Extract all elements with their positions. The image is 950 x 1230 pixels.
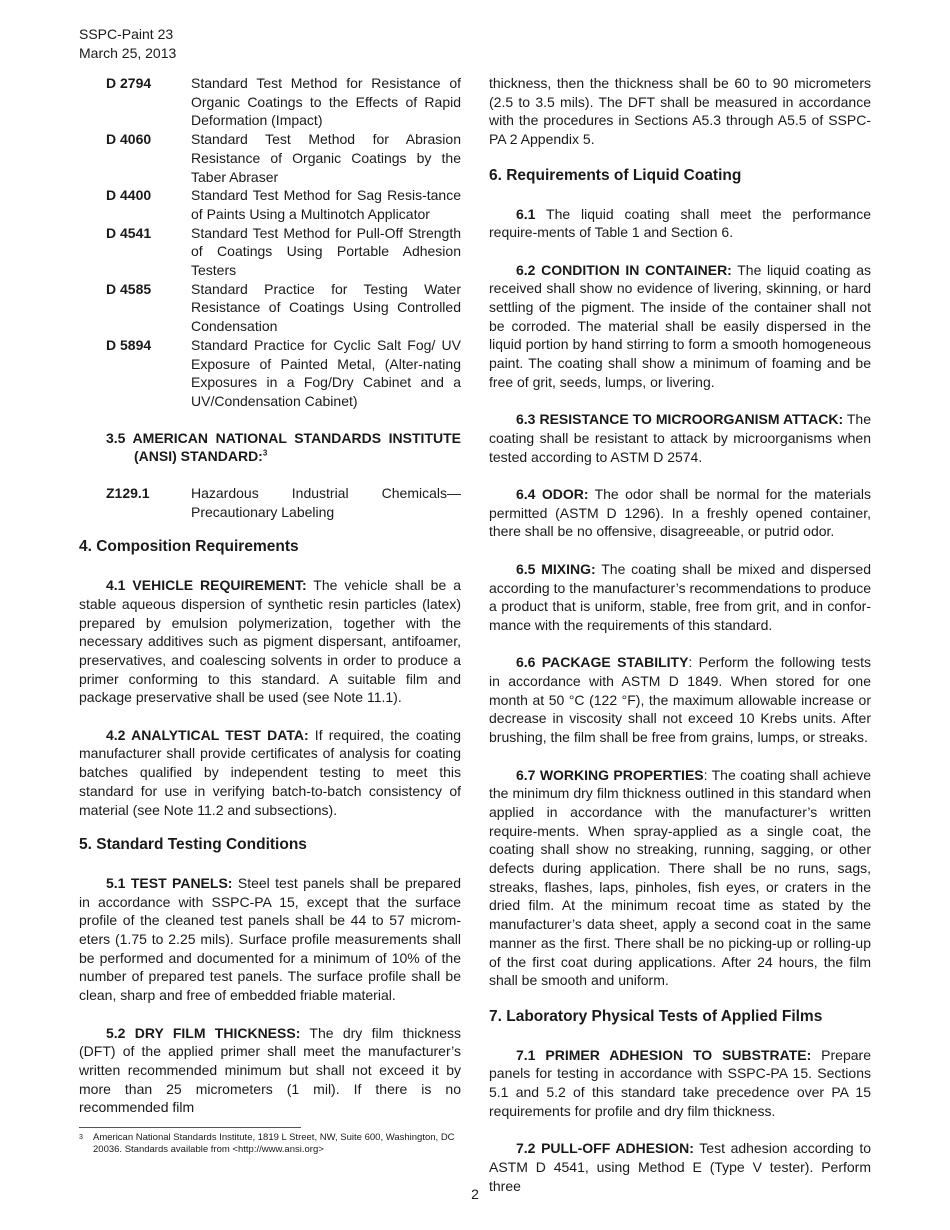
footnote-divider [79,1127,301,1128]
reference-code: D 4060 [106,131,152,148]
paragraph-5-2-continued: thickness, then the thickness shall be 60 to 90 micrometers (2.5 to 3.5 mils). The DFT shall be measured in accordance with the procedures in Sections A5.3 through A5.5 of SSPC-PA 2 Appendix 5. [489,75,871,148]
reference-item [79,186,461,223]
paragraph-4-1: 4.1 VEHICLE REQUIREMENT: The vehicle shall be a stable aqueous dispersion of synthetic resin particles (latex) prepared by emulsion polymerization, together with the necessary additives such as pigment dispersant, antifoamer, preservatives, and coalescing solvents in order to produce a primer conforming to this standard. A suitable film and package preservative shall be used (see Note 11.1). [79,577,461,706]
paragraph-5-1: 5.1 TEST PANELS: Steel test panels shall be prepared in accordance with SSPC-PA 15, except that the surface profile of the cleaned test panels shall be 44 to 57 microm-eters (1.75 to 2.25 mils). Surface profile measurements shall be performed and documented for a minimum of 10% of the number of prepared test panels. The surface profile shall be clean, sharp and free of embedded friable material. [79,874,461,1004]
paragraph-6-2: 6.2 CONDITION IN CONTAINER: The liquid coating as received shall show no evidence of livering, skinning, or hard settling of the pigment. The inside of the container shall not be corroded. The material shall be easily dispersed in the liquid portion by hand stirring to form a smooth homogeneous paint. The coating shall show a minimum of foaming and be free of grit, seeds, lumps, or livering. [489,261,871,390]
reference-item [79,336,461,411]
reference-title: Hazardous Industrial Chemicals—Precautionary Labeling [191,485,461,520]
reference-code: D 2794 [106,75,152,91]
footnote [79,1132,461,1156]
page-number: 2 [471,1186,479,1202]
document-date: March 25, 2013 [79,45,177,61]
reference-title: Standard Test Method for Resistance of Organic Coatings to the Effects of Rapid Deformation (Impact) [191,75,461,129]
footnote-number: 3 [79,1134,83,1141]
reference-item [79,224,461,280]
paragraph-6-5: 6.5 MIXING: The coating shall be mixed and dispersed according to the manufacturer’s recommendations to produce a product that is uniform, stable, free from grit, and in confor-mance with the requirements of this standard. [489,560,872,633]
section-4-title: 4. Composition Requirements [79,538,299,556]
reference-title: Standard Practice for Cyclic Salt Fog/ UV Exposure of Painted Metal, (Alter-nating Exposures in a Fog/Dry Cabinet and a UV/Condensation Cabinet) [191,336,461,409]
paragraph-6-6: 6.6 PACKAGE STABILITY: Perform the following tests in accordance with ASTM D 1849. When stored for one month at 50 °C (122 °F), the maximum allowable increase or decrease in viscosity shall not exceed 10 Krebs units. After brushing, the film shall be free from grains, lumps, or streaks. [489,654,871,746]
reference-item [79,484,461,521]
section-5-title: 5. Standard Testing Conditions [79,836,307,854]
reference-code: D 4585 [106,280,152,297]
reference-title: Standard Practice for Testing Water Resistance of Coatings Using Controlled Condensation [191,280,461,335]
footnote-mark: 3 [262,448,268,458]
section-6-title: 6. Requirements of Liquid Coating [489,166,742,184]
reference-item [79,280,461,336]
reference-item [79,74,461,130]
reference-item [79,130,461,186]
section-7-title: 7. Laboratory Physical Tests of Applied Films [489,1007,823,1025]
paragraph-4-2: 4.2 ANALYTICAL TEST DATA: If required, the coating manufacturer shall provide certificates of analysis for coating batches qualified by independent testing to meet this standard for use in verifying batch-to-batch consistency of material (see Note 11.2 and subsections). [79,726,461,818]
reference-list [79,74,461,411]
paragraph-6-4: 6.4 ODOR: The odor shall be normal for the materials permitted (ASTM D 1296). In a freshly opened container, there shall be no offensive, disagreeable, or putrid odor. [489,486,871,540]
paragraph-7-1: 7.1 PRIMER ADHESION TO SUBSTRATE: Prepare panels for testing in accordance with SSPC-PA 15. Sections 5.1 and 5.2 of this standard take precedence over PA 15 requirements for profile and dry film thickness. [489,1046,871,1119]
right-column [489,74,871,1195]
left-column [79,74,461,1117]
reference-title: Standard Test Method for Pull-Off Strength of Coatings Using Portable Adhesion Testers [191,224,461,279]
reference-code: D 4541 [106,224,152,241]
paragraph-7-2: 7.2 PULL-OFF ADHESION: Test adhesion according to ASTM D 4541, using Method E (Type V tester). Perform three [489,1140,871,1194]
reference-code: D 4400 [106,187,152,204]
paragraph-6-7: 6.7 WORKING PROPERTIES: The coating shall achieve the minimum dry film thickness outlined in this standard when applied in accordance with the manufacturer’s written require-ments. When spray-applied as a single coat, the coating shall show no streaking, running, sagging, or other defects during application. There shall be no runs, sags, streaks, flashes, laps, pinholes, fish eyes, or craters in the dried film. At the minimum recoat time as stated by the manufacturer’s data sheet, apply a second coat in the same manner as the first. There shall be no picking-up or rolling-up of the first coat during applications. After 24 hours, the film shall be smooth and uniform. [489,766,871,989]
footnote-text: American National Standards Institute, 1819 L Street, NW, Suite 600, Washington, DC 20036. Standards available from <http://www.ansi.org> [93,1132,455,1155]
reference-title: Standard Test Method for Sag Resis-tance of Paints Using a Multinotch Applicator [191,187,461,222]
page-header [79,25,176,63]
paragraph-6-1: 6.1 The liquid coating shall meet the performance require-ments of Table 1 and Section 6. [489,205,871,241]
paragraph-5-2: 5.2 DRY FILM THICKNESS: The dry film thickness (DFT) of the applied primer shall meet the manufacturer’s written recommended minimum but shall not exceed it by more than 25 micrometers (1 mil). If there is no recommended film [79,1024,461,1116]
document-id: SSPC-Paint 23 [79,26,174,42]
reference-code: D 5894 [106,336,152,353]
reference-code: Z129.1 [106,485,150,502]
reference-title: Standard Test Method for Abrasion Resistance of Organic Coatings by the Taber Abraser [191,131,461,185]
paragraph-6-3: 6.3 RESISTANCE TO MICROORGANISM ATTACK: The coating shall be resistant to attack by microorganisms when tested according to ASTM D 2574. [489,411,871,465]
ansi-heading: 3.5 AMERICAN NATIONAL STANDARDS INSTITUTE (ANSI) STANDARD:$^3$ [106,429,461,465]
